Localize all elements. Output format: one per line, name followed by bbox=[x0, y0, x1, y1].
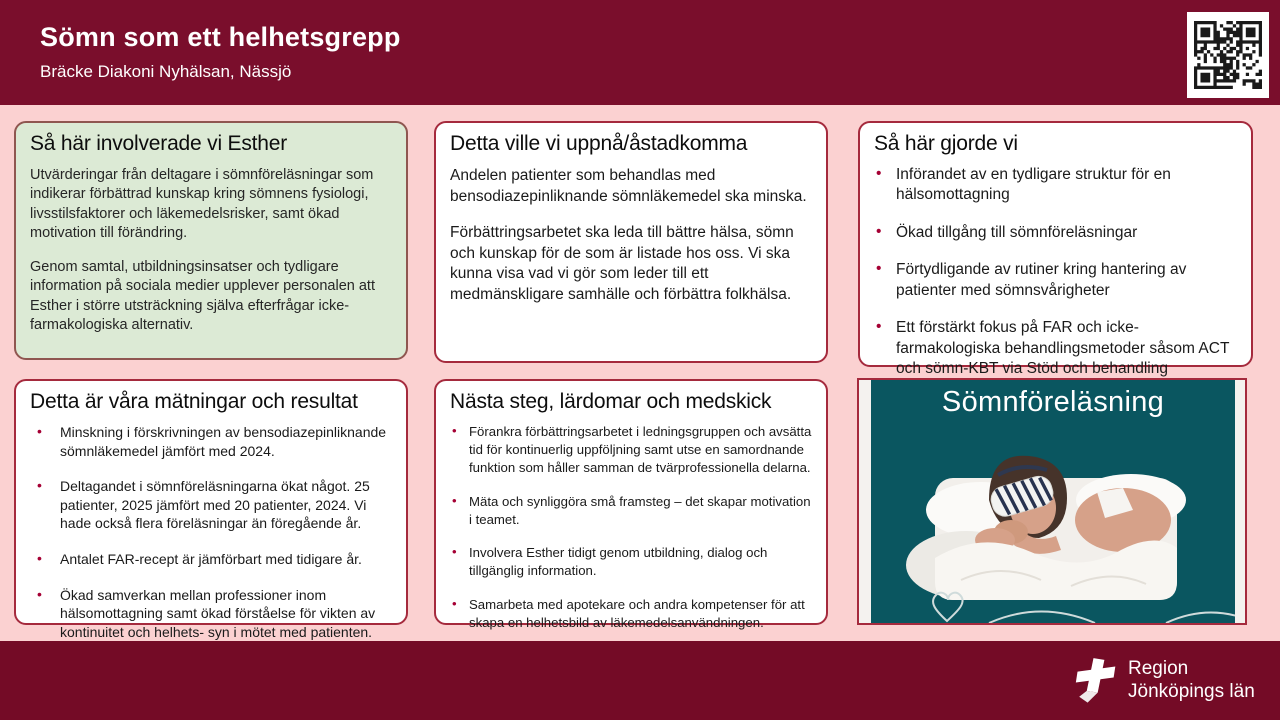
box-next-steps bbox=[434, 379, 828, 630]
header bbox=[0, 0, 1280, 105]
bullet-item: • Ökad tillgång till sömnföreläsningar bbox=[874, 223, 1237, 243]
region-logo-text bbox=[1128, 657, 1255, 703]
bullet-item: • Förtydligande av rutiner kring hantering av patienter med sömnsvårigheter bbox=[874, 260, 1237, 301]
bullet-item: • Minskning i förskrivningen av bensodiazepinliknande sömnläkemedel jämfört med 2024. bbox=[30, 423, 392, 460]
bullet-item: • Antalet FAR-recept är jämförbart med tidigare år. bbox=[30, 550, 392, 569]
box-actions bbox=[858, 121, 1253, 378]
bullet-item: • Mäta och synliggöra små framsteg – det skapar motivation i teamet. bbox=[450, 493, 812, 529]
box-title: Så här gjorde vi bbox=[874, 132, 1018, 155]
qr-code-icon bbox=[1187, 12, 1269, 98]
paragraph: Utvärderingar från deltagare i sömnföreläsningar som indikerar förbättrad kunskap kring sömnens fysiologi, livsstilsfaktorer och läkemedelsrisker, samt ökad motivation till förändring. bbox=[30, 167, 374, 241]
region-logo bbox=[1075, 657, 1255, 703]
box-goals bbox=[434, 121, 828, 363]
sleep-lecture-poster-image bbox=[871, 380, 1235, 623]
region-line2: Jönköpings län bbox=[1128, 681, 1255, 703]
bullet-item: • Ett förstärkt fokus på FAR och icke-farmakologiska behandlingsmetoder såsom ACT och sömn-KBT via Stöd och behandling bbox=[874, 318, 1237, 379]
region-line1: Region bbox=[1128, 658, 1189, 679]
box-sleep-lecture-image bbox=[857, 378, 1247, 625]
bullet-item: • Deltagandet i sömnföreläsningarna ökat något. 25 patienter, 2025 jämfört med 20 patienter, 2024. Vi hade också flera föreläsningar än föregående år. bbox=[30, 477, 392, 533]
poster-title: Sömn som ett helhetsgrepp bbox=[40, 22, 401, 52]
bullet-item: • Involvera Esther tidigt genom utbildning, dialog och tillgänglig information. bbox=[450, 544, 812, 580]
box-title: Nästa steg, lärdomar och medskick bbox=[450, 390, 772, 413]
bullet-item: • Förankra förbättringsarbetet i ledningsgruppen och avsätta tid för kontinuerlig uppföljning samt utse en samordnande funktion som håller samman de tvärprofessionella delarna. bbox=[450, 423, 812, 478]
footer bbox=[0, 641, 1280, 720]
paragraph: Andelen patienter som behandlas med bensodiazepinliknande sömnläkemedel ska minska. bbox=[450, 167, 807, 205]
box-involve-esther bbox=[14, 121, 408, 360]
bullet-list bbox=[874, 165, 1237, 380]
image-caption: Sömnföreläsning bbox=[941, 386, 1165, 418]
bullet-item: • Samarbeta med apotekare och andra kompetenser för att skapa en helhetsbild av läkemedelsanvändningen. bbox=[450, 596, 812, 632]
box-title: Detta är våra mätningar och resultat bbox=[30, 390, 358, 413]
region-cross-icon bbox=[1075, 657, 1117, 703]
bullet-item: • Ökad samverkan mellan professioner inom hälsomottagning samt ökad förståelse för vikten av kontinuitet och helhets- syn i mötet med patienten. bbox=[30, 586, 392, 642]
bullet-list bbox=[30, 423, 392, 641]
box-title: Så här involverade vi Esther bbox=[30, 132, 288, 155]
bullet-item: • Införandet av en tydligare struktur för en hälsomottagning bbox=[874, 165, 1237, 206]
box-title: Detta ville vi uppnå/åstadkomma bbox=[450, 132, 748, 155]
paragraph: Förbättringsarbetet ska leda till bättre hälsa, sömn och kunskap för de som är listade hos oss. Vi ska kunna visa vad vi gör som leder till ett medmänskligare samhälle och förbättra folkhälsa. bbox=[450, 224, 794, 304]
paragraph: Genom samtal, utbildningsinsatser och tydligare information på sociala medier upplever personalen att Esther i större utsträckning själva efterfrågar icke-farmakologiska alternativ. bbox=[30, 259, 375, 333]
bullet-list bbox=[450, 423, 812, 632]
box-results bbox=[14, 379, 408, 640]
poster-subtitle: Bräcke Diakoni Nyhälsan, Nässjö bbox=[40, 62, 292, 81]
